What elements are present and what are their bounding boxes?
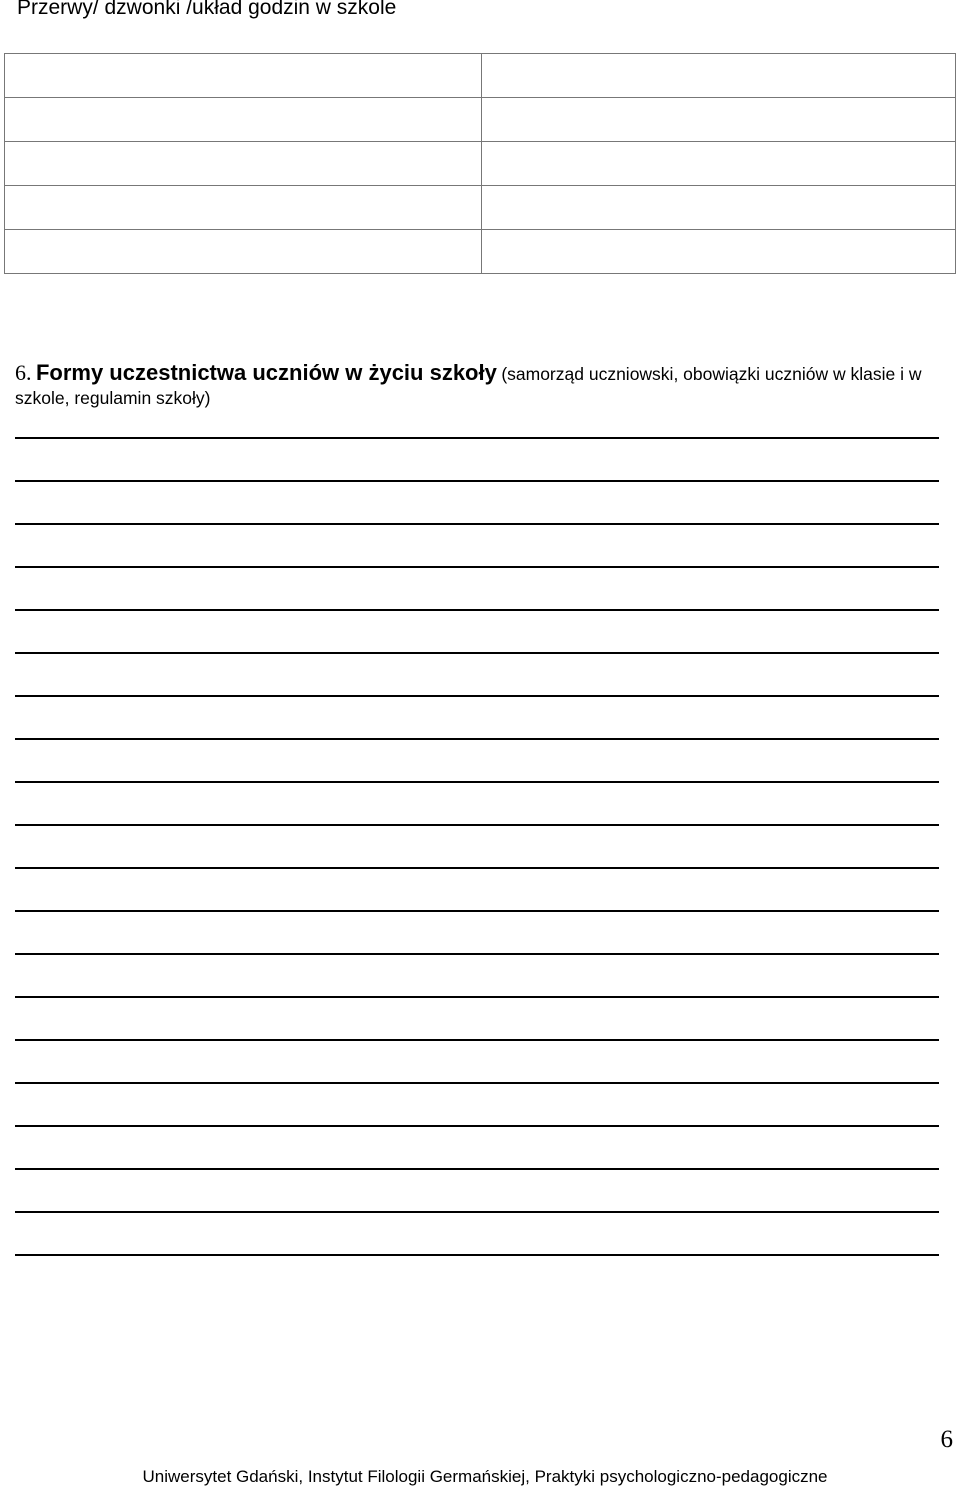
writing-line: [15, 437, 939, 439]
writing-line: [15, 824, 939, 826]
question-6: [15, 361, 945, 411]
table-row: [5, 186, 956, 230]
writing-line: [15, 953, 939, 955]
table-cell[interactable]: [482, 230, 956, 274]
table-cell[interactable]: [5, 98, 482, 142]
page-footer: Uniwersytet Gdański, Instytut Filologii Germańskiej, Praktyki psychologiczno-pedagogiczne: [142, 1467, 828, 1486]
table-row: [5, 98, 956, 142]
writing-line: [15, 1039, 939, 1041]
table-cell[interactable]: [482, 186, 956, 230]
writing-line: [15, 1168, 939, 1170]
writing-line: [15, 996, 939, 998]
writing-line: [15, 523, 939, 525]
writing-line: [15, 781, 939, 783]
table-cell[interactable]: [5, 186, 482, 230]
question-number: 6.: [15, 360, 32, 385]
writing-line: [15, 1082, 939, 1084]
page-number: 6: [940, 1426, 953, 1453]
table-row: [5, 142, 956, 186]
writing-line: [15, 867, 939, 869]
writing-line: [15, 1211, 939, 1213]
writing-line: [15, 910, 939, 912]
answer-writing-lines[interactable]: [15, 437, 939, 1297]
writing-line: [15, 1254, 939, 1256]
writing-line: [15, 566, 939, 568]
question-main-text: Formy uczestnictwa uczniów w życiu szkoły: [35, 360, 497, 385]
table-cell[interactable]: [482, 142, 956, 186]
table-cell[interactable]: [482, 98, 956, 142]
table-cell[interactable]: [5, 54, 482, 98]
table-cell[interactable]: [5, 142, 482, 186]
table-cell[interactable]: [5, 230, 482, 274]
table-row: [5, 54, 956, 98]
writing-line: [15, 480, 939, 482]
schedule-table: [4, 53, 956, 274]
writing-line: [15, 695, 939, 697]
writing-line: [15, 652, 939, 654]
writing-line: [15, 738, 939, 740]
writing-line: [15, 1125, 939, 1127]
table-row: [5, 230, 956, 274]
writing-line: [15, 609, 939, 611]
section-title: Przerwy/ dzwonki /układ godzin w szkole: [17, 0, 397, 19]
question-detail-text: (samorząd uczniowski, obowiązki uczniów w klasie i w szkole, regulamin szkoły): [15, 364, 922, 408]
table-cell[interactable]: [482, 54, 956, 98]
